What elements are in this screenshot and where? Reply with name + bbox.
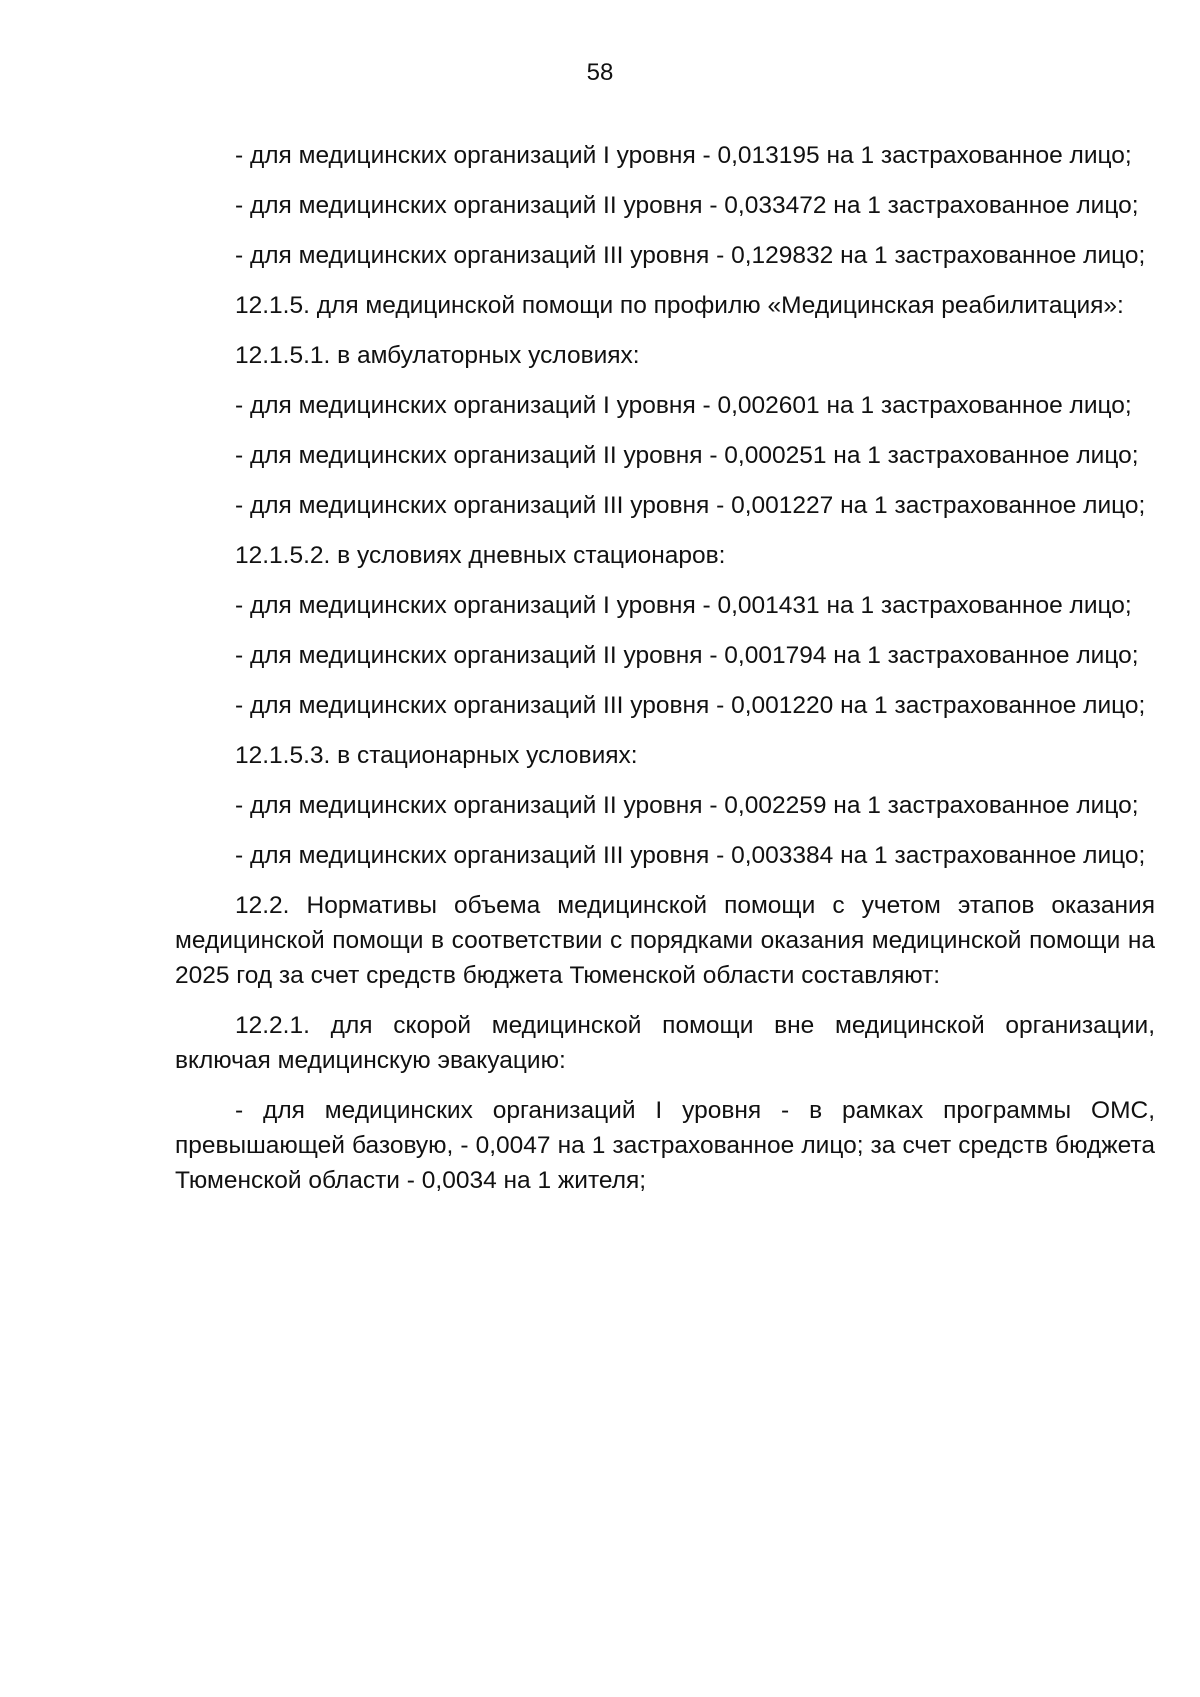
rehab-ambulatory-level-3: - для медицинских организаций III уровня - 0,001227 на 1 застрахованное лицо; bbox=[235, 492, 1146, 519]
section-12-2-paragraph: 12.2. Нормативы объема медицинской помощи с учетом этапов оказания медицинской помощи в соответствии с порядками оказания медицинской помощи на 2025 год за счет средств бюджета Тюменской области составляют: bbox=[175, 892, 1155, 989]
section-12-1-5-1-heading: 12.1.5.1. в амбулаторных условиях: bbox=[235, 342, 640, 369]
emergency-level-1-item: - для медицинских организаций I уровня - в рамках программы ОМС, превышающей базовую, - 0,0047 на 1 застрахованное лицо; за счет средств бюджета Тюменской области - 0,0034 на 1 жителя; bbox=[175, 1097, 1155, 1194]
rehab-inpatient-level-2: - для медицинских организаций II уровня - 0,002259 на 1 застрахованное лицо; bbox=[235, 792, 1139, 819]
rehab-day-hospital-level-2: - для медицинских организаций II уровня - 0,001794 на 1 застрахованное лицо; bbox=[235, 642, 1139, 669]
norm-level-1-item: - для медицинских организаций I уровня - 0,013195 на 1 застрахованное лицо; bbox=[235, 142, 1132, 169]
page-number: 58 bbox=[586, 59, 614, 86]
section-12-1-5-heading: 12.1.5. для медицинской помощи по профилю «Медицинская реабилитация»: bbox=[235, 292, 1124, 319]
section-12-1-5-3-heading: 12.1.5.3. в стационарных условиях: bbox=[235, 742, 638, 769]
norm-level-3-item: - для медицинских организаций III уровня - 0,129832 на 1 застрахованное лицо; bbox=[235, 242, 1146, 269]
rehab-day-hospital-level-3: - для медицинских организаций III уровня - 0,001220 на 1 застрахованное лицо; bbox=[235, 692, 1146, 719]
rehab-ambulatory-level-2: - для медицинских организаций II уровня - 0,000251 на 1 застрахованное лицо; bbox=[235, 442, 1139, 469]
section-12-2-1-paragraph: 12.2.1. для скорой медицинской помощи вне медицинской организации, включая медицинскую эвакуацию: bbox=[175, 1012, 1155, 1074]
document-body bbox=[175, 138, 1155, 1213]
rehab-inpatient-level-3: - для медицинских организаций III уровня - 0,003384 на 1 застрахованное лицо; bbox=[235, 842, 1146, 869]
rehab-ambulatory-level-1: - для медицинских организаций I уровня - 0,002601 на 1 застрахованное лицо; bbox=[235, 392, 1132, 419]
section-12-1-5-2-heading: 12.1.5.2. в условиях дневных стационаров: bbox=[235, 542, 726, 569]
rehab-day-hospital-level-1: - для медицинских организаций I уровня - 0,001431 на 1 застрахованное лицо; bbox=[235, 592, 1132, 619]
norm-level-2-item: - для медицинских организаций II уровня - 0,033472 на 1 застрахованное лицо; bbox=[235, 192, 1139, 219]
